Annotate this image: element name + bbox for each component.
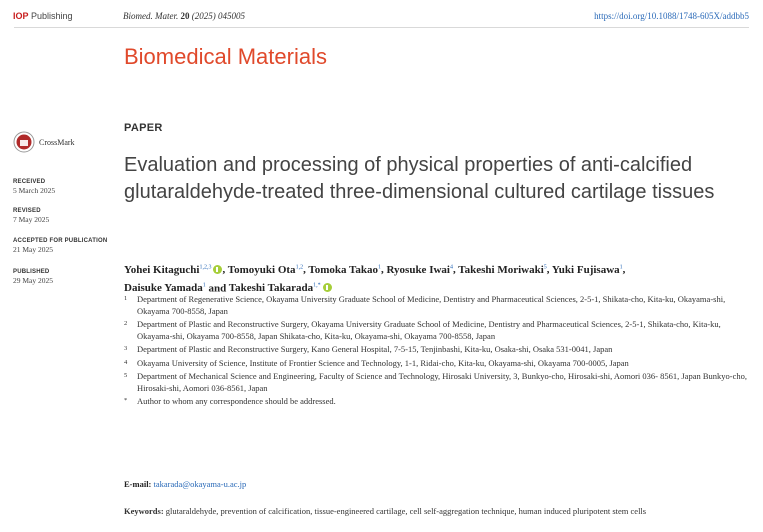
affiliation-list <box>124 294 756 410</box>
author[interactable]: Tomoka Takao$^1$ <box>308 263 381 276</box>
header-divider <box>14 27 749 28</box>
affiliation: 5 Department of Mechanical Science and Engineering, Faculty of Science and Technology, Hirosaki University, 3, Bunkyo-cho, Hirosaki-shi, Aomori 036- 8561, Japan Bunkyo-cho, Hirosaki-shi, Aomori 036-8561, Japan <box>124 371 747 393</box>
citation-journal: Biomed. Mater. <box>123 11 179 21</box>
crossmark-label: CrossMark <box>39 137 75 147</box>
keywords <box>124 506 724 517</box>
date-label: PUBLISHED <box>13 269 50 275</box>
crossmark-badge[interactable] <box>13 131 93 153</box>
date-published <box>13 269 113 285</box>
author[interactable]: Daisuke Yamada$^1$ <box>124 282 206 295</box>
email-label: E-mail: <box>124 479 152 489</box>
paper-type: PAPER <box>124 122 163 134</box>
author[interactable]: Ryosuke Iwai$^4$ <box>386 263 453 276</box>
affiliation: 2 Department of Plastic and Reconstructive Surgery, Okayama University Graduate School of Medicine, Dentistry and Pharmaceutical Sciences, 2-5-1, Shikata-cho, Kita-ku, Okayama-shi, Okayama 700-8558, Japan Shikata-cho, Kita-ku, Okayama-shi, Okayama 700-8558, Japan <box>124 319 721 341</box>
author[interactable]: Takeshi Takarada$^{1,*}$ <box>229 282 332 294</box>
date-label: RECEIVED <box>13 179 46 185</box>
publisher-brand: IOP <box>13 11 29 21</box>
date-value: 7 May 2025 <box>13 215 50 224</box>
keywords-label: Keywords: <box>124 506 164 516</box>
email-line <box>124 479 246 489</box>
publisher-name: Publishing <box>31 11 73 21</box>
citation-volume: 20 <box>180 11 190 21</box>
doi-link[interactable]: https://doi.org/10.1088/1748-605X/addbb5 <box>594 11 749 21</box>
author-list: Yohei Kitaguchi$^{1,2,3}$ , Tomoyuki Ota$^{1,2}$, Tomoka Takao$^1$, Ryosuke Iwai$^4$, Takeshi Moriwaki$^5$, Yuki Fujisawa$^1$, Daisuke Yamada$^1$ and Takeshi Takarada$^{1,*}$ <box>124 263 626 295</box>
date-label: REVISED <box>13 208 41 214</box>
date-accepted <box>13 238 113 254</box>
article-title: Evaluation and processing of physical properties of anti-calcified glutaraldehyde-treated three-dimensional cultured cartilage tissues <box>124 154 715 203</box>
date-revised <box>13 208 113 224</box>
date-value: 21 May 2025 <box>13 245 53 254</box>
journal-title: Biomedical Materials <box>124 44 327 69</box>
orcid-icon[interactable] <box>323 283 332 292</box>
date-received <box>13 179 113 195</box>
correspondence-note: * Author to whom any correspondence should be addressed. <box>124 396 336 406</box>
date-value: 29 May 2025 <box>13 276 53 285</box>
date-label: ACCEPTED FOR PUBLICATION <box>13 238 108 244</box>
affiliation: 4 Okayama University of Science, Institute of Frontier Science and Technology, 1-1, Ridai-cho, Kita-ku, Okayama-shi, Okayama 700-0005, Japan <box>124 357 629 368</box>
affiliation: 3 Department of Plastic and Reconstructive Surgery, Kano General Hospital, 7-5-15, Tenjinbashi, Kita-ku, Osaka-shi, Osaka 531-0041, Japan <box>124 344 613 354</box>
publisher-logo[interactable] <box>13 11 73 21</box>
author[interactable]: Tomoyuki Ota$^{1,2}$ <box>227 263 304 276</box>
affiliation: 1 Department of Regenerative Science, Okayama University Graduate School of Medicine, Dentistry and Pharmaceutical Sciences, 2-5-1, Shikata-cho, Kita-ku, Okayama-shi, Okayama 700-8558, Japan <box>124 294 726 316</box>
keywords-text: glutaraldehyde, prevention of calcification, tissue-engineered cartilage, cell self-aggregation technique, human induced pluripotent stem cells <box>165 506 647 516</box>
crossmark-icon <box>13 131 35 153</box>
citation-year-article: (2025) 045005 <box>191 11 245 21</box>
date-value: 5 March 2025 <box>13 186 56 195</box>
email-link[interactable]: takarada@okayama-u.ac.jp <box>153 479 247 489</box>
citation <box>123 11 245 21</box>
author[interactable]: Yuki Fujisawa$^1$ <box>551 263 623 276</box>
author[interactable]: Yohei Kitaguchi$^{1,2,3}$ <box>124 264 222 276</box>
author[interactable]: Takeshi Moriwaki$^5$ <box>458 263 547 276</box>
